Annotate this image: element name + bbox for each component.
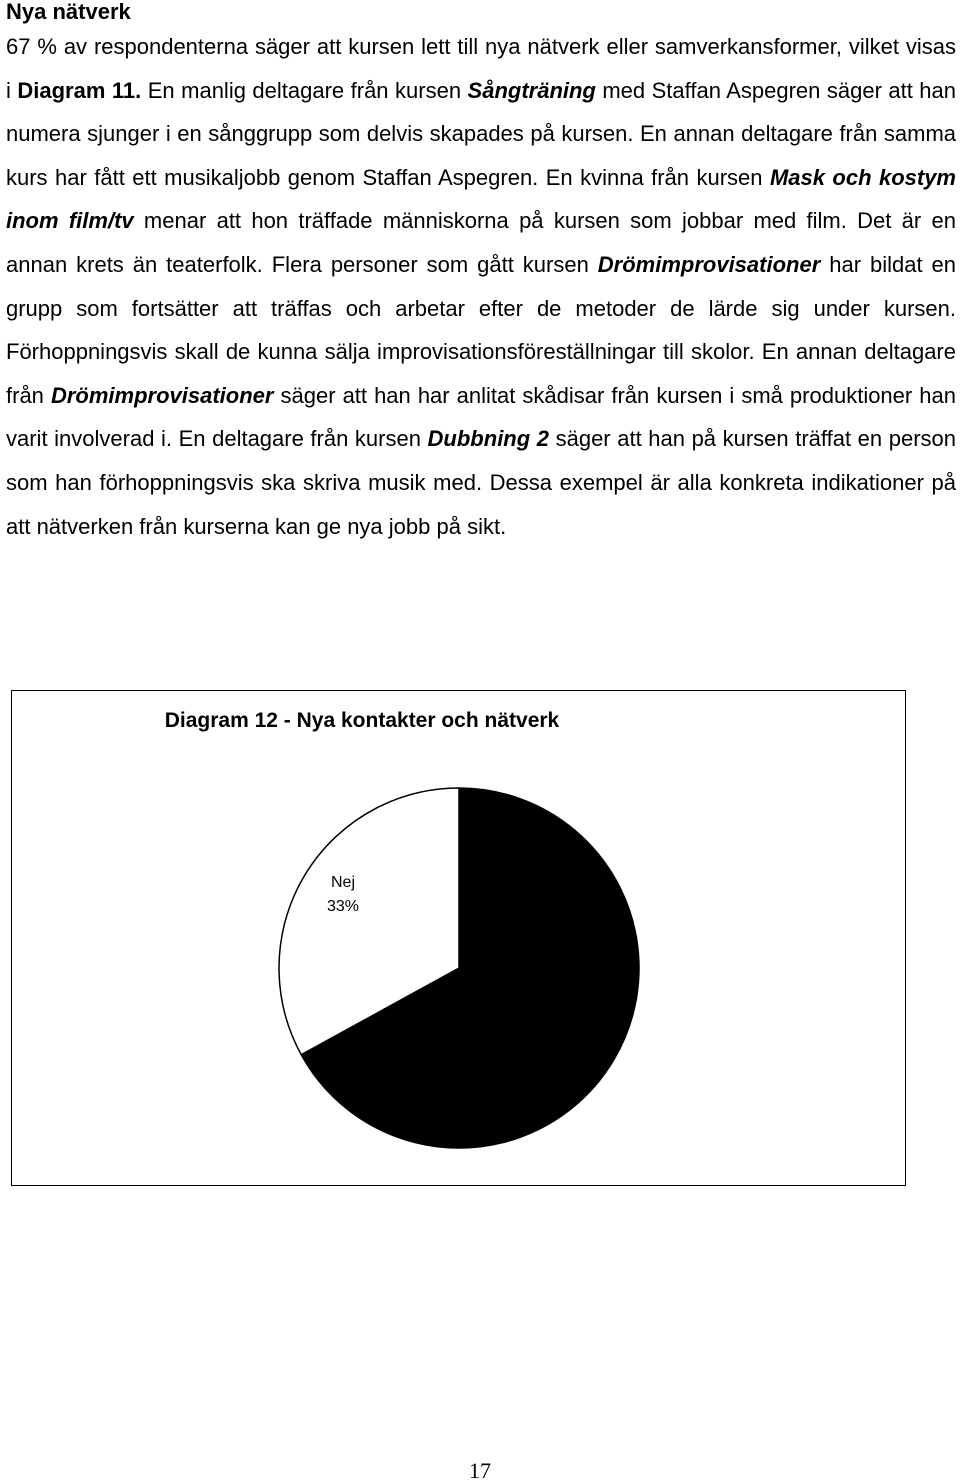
- chart-title: Diagram 12 - Nya kontakter och nätverk: [164, 709, 560, 732]
- course-name: Drömimprovisationer: [597, 251, 821, 277]
- text-run: säger att han har anlitat skådisar från kursen i små produktioner han varit involverad i. En deltagare från kursen: [6, 382, 956, 452]
- text-run: En manlig deltagare från kursen: [141, 77, 468, 103]
- slice-label-ja: Ja: [565, 1021, 583, 1038]
- pie-chart: [12, 691, 907, 1187]
- course-name: Sångträning: [467, 77, 596, 103]
- text-run: 67 % av respondenterna säger att kursen lett till nya nätverk eller samverkansformer, vilket visas i: [6, 34, 956, 103]
- chart-frame: [11, 690, 906, 1186]
- text-run: menar att hon träffade människorna på kursen som jobbar med film. Det är en annan krets än teaterfolk. Flera personer som gått kursen: [6, 208, 957, 277]
- slice-label-nej: Nej: [330, 874, 356, 891]
- slice-value-nej: 33%: [326, 898, 360, 915]
- section-heading: Nya nätverk: [6, 0, 131, 24]
- course-name: Mask och kostym inom film/tv: [6, 164, 956, 234]
- text-run: har bildat en grupp som fortsätter att träffas och arbetar efter de metoder de lärde sig under kursen. Förhoppningsvis skall de kunna sälja improvisationsföreställningar till skolor. En annan deltagare från: [6, 251, 956, 408]
- text-run: säger att han på kursen träffat en person som han förhoppningsvis ska skriva musik med. Dessa exempel är alla konkreta indikationer på att nätverken från kurserna kan ge nya jobb på sikt.: [6, 426, 957, 539]
- slice-value-ja: 67%: [557, 1045, 591, 1062]
- page-number: 17: [469, 1458, 491, 1483]
- course-name: Drömimprovisationer: [50, 382, 274, 408]
- body-paragraph: [6, 25, 956, 548]
- text-run-bold: Diagram 11.: [17, 77, 142, 103]
- course-name: Dubbning 2: [427, 426, 550, 452]
- text-run: med Staffan Aspegren säger att han numera sjunger i en sånggrupp som delvis skapades på kursen. En annan deltagare från samma kurs har fått ett musikaljobb genom Staffan Aspegren. En kvinna från kursen: [6, 77, 957, 190]
